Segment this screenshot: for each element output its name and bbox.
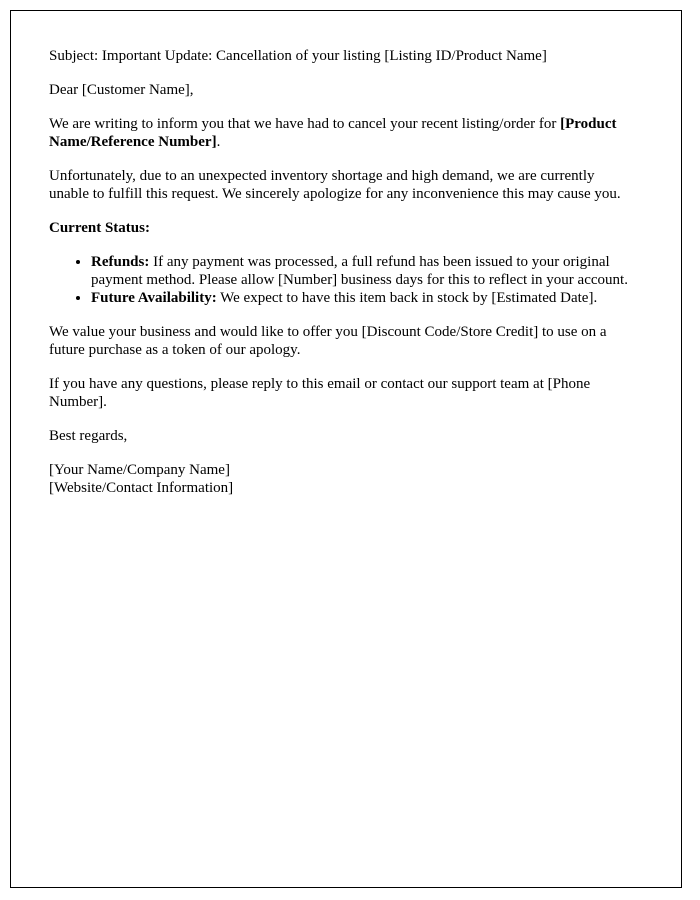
questions-paragraph: If you have any questions, please reply to this email or contact our support team at [Phone Number]. [49,376,591,410]
offer-paragraph: We value your business and would like to offer you [Discount Code/Store Credit] to use on a future purchase as a token of our apology. [49,324,607,358]
refunds-item [91,253,637,289]
apology-paragraph: Unfortunately, due to an unexpected inventory shortage and high demand, we are currently unable to fulfill this request. We sincerely apologize for any inconvenience this may cause you. [49,168,621,202]
future-availability-item [91,289,637,307]
closing: Best regards, [49,428,128,444]
signature-name: [Your Name/Company Name] [49,462,230,478]
product-reference-bold: [Product Name/Reference Number] [49,116,617,150]
subject-line: Subject: Important Update: Cancellation of your listing [Listing ID/Product Name] [49,48,547,64]
greeting: Dear [Customer Name], [49,82,194,98]
status-heading: Current Status: [49,220,150,236]
letter-page [10,10,682,888]
cancellation-text: We are writing to inform you that we have had to cancel your recent listing/order for [49,116,561,132]
cancellation-paragraph [49,115,637,151]
refunds-text: If any payment was processed, a full refund has been issued to your original payment method. Please allow [Number] business days for this to reflect in your account. [91,254,628,288]
future-availability-text: We expect to have this item back in stock by [Estimated Date]. [216,290,598,306]
signature-block [49,461,637,497]
cancellation-tail: . [216,134,221,150]
refunds-label: Refunds: [91,254,150,270]
status-list [49,253,637,307]
future-availability-label: Future Availability: [91,290,217,306]
signature-contact: [Website/Contact Information] [49,480,234,496]
